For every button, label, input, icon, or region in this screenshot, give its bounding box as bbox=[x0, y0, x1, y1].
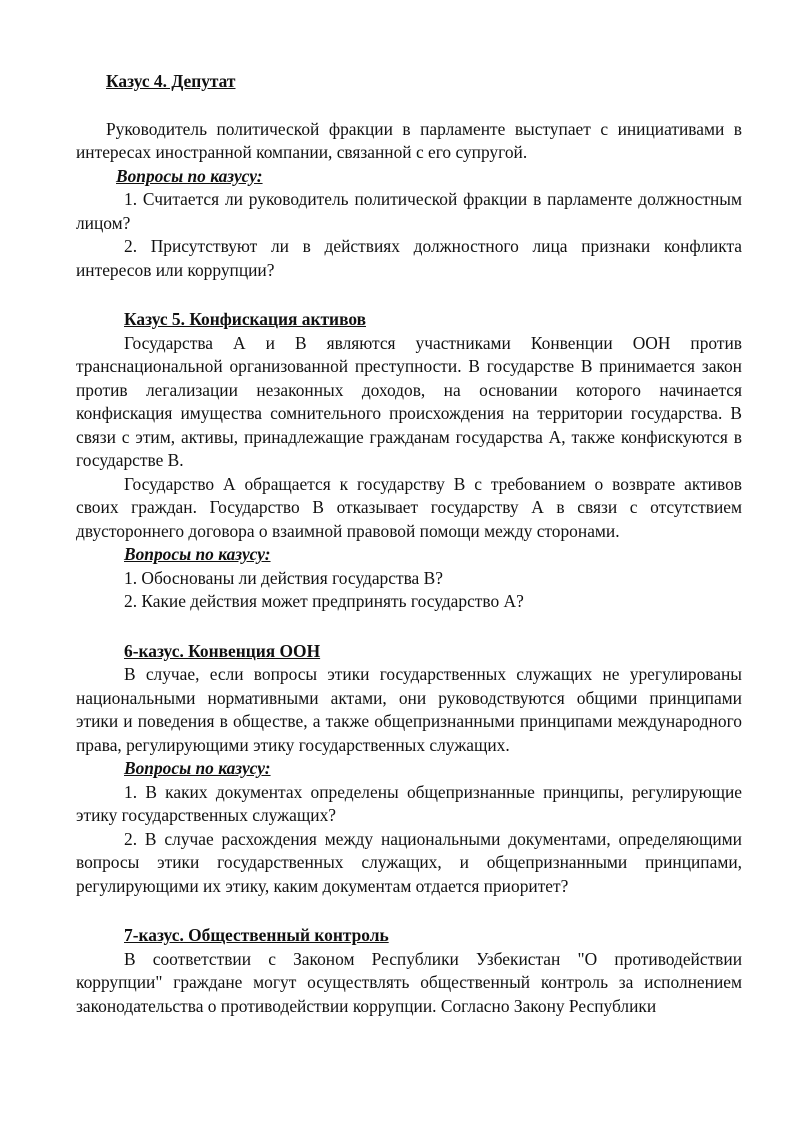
case5-title: Казус 5. Конфискация активов bbox=[124, 309, 366, 329]
case4-question-2: 2. Присутствуют ли в действиях должностного лица признаки конфликта интересов или коррупции? bbox=[76, 236, 742, 280]
case5-questions-heading: Вопросы по казусу: bbox=[124, 544, 271, 564]
case6-paragraph: В случае, если вопросы этики государственных служащих не урегулированы национальными нормативными актами, они руководствуются общими принципами этики и поведения в обществе, а также общепризнанными принципами международного права, регулирующими этику государственных служащих. bbox=[76, 664, 742, 755]
case4-question-1: 1. Считается ли руководитель политической фракции в парламенте должностным лицом? bbox=[76, 189, 742, 233]
case6-title: 6-казус. Конвенция ООН bbox=[124, 640, 321, 661]
case5-paragraph-2: Государство А обращается к государству В с требованием о возврате активов своих граждан. Государство В отказывает государству А в связи с отсутствием двустороннего договора о взаимной правовой помощи между сторонами. bbox=[76, 473, 742, 541]
case4-questions-heading: Вопросы по казусу: bbox=[116, 165, 263, 186]
case5-paragraph-1: Государства А и В являются участниками Конвенции ООН против транснациональной организованной преступности. В государстве В принимается закон против легализации незаконных доходов, на основании которого начинается конфискация имущества сомнительного происхождения на территории государства. В связи с этим, активы, принадлежащие гражданам государства А, также конфискуются в государстве В. bbox=[76, 332, 742, 470]
case6-question-1: 1. В каких документах определены общепризнанные принципы, регулирующие этику государственных служащих? bbox=[76, 781, 742, 825]
case7-paragraph: В соответствии с Законом Республики Узбекистан "О противодействии коррупции" граждане могут осуществлять общественный контроль за исполнением законодательства о противодействии коррупции. Согласно Закону Республики bbox=[76, 948, 742, 1016]
case5-question-2: 2. Какие действия может предпринять государство А? bbox=[124, 591, 524, 611]
case4-paragraph: Руководитель политической фракции в парламенте выступает с инициативами в интересах иностранной компании, связанной с его супругой. bbox=[76, 118, 742, 162]
case6-question-2: 2. В случае расхождения между национальными документами, определяющими вопросы этики государственных служащих, и общепризнанными принципами, регулирующими их этику, каким документам отдается приоритет? bbox=[76, 828, 742, 896]
case6-questions-heading: Вопросы по казусу: bbox=[124, 758, 271, 778]
document-body bbox=[76, 70, 742, 1018]
case4-title: Казус 4. Депутат bbox=[106, 71, 236, 91]
case7-title: 7-казус. Общественный контроль bbox=[124, 925, 389, 945]
case5-question-1: 1. Обоснованы ли действия государства В? bbox=[124, 567, 443, 588]
